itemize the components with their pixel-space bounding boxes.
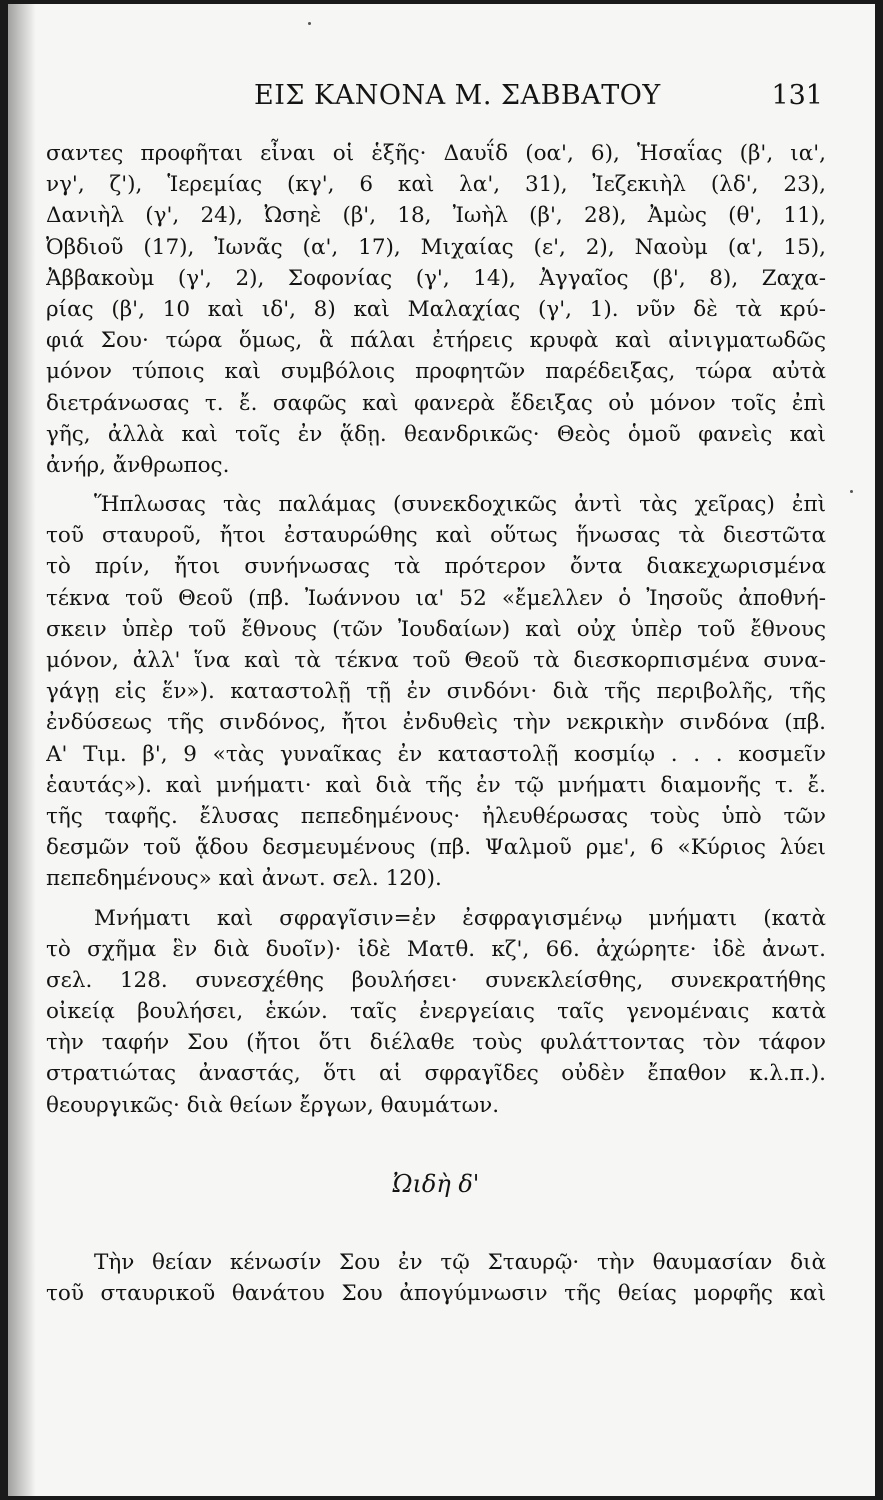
page-number: 131 [771, 80, 823, 111]
text-line: οἰκείᾳ βουλήσει, ἑκών. ταῖς ἐνεργείαις ταῖς γενομέναις κατὰ [46, 999, 826, 1025]
text-line: Ἀββακοὺμ (γ', 2), Σοφονίας (γ', 14), Ἀγγαῖος (β', 8), Ζαχα- [46, 265, 826, 291]
paragraph-4 [46, 1247, 826, 1309]
text-line: σκειν ὑπὲρ τοῦ ἔθνους (τῶν Ἰουδαίων) καὶ οὐχ ὑπὲρ τοῦ ἔθνους [46, 616, 826, 642]
text-line: σελ. 128. συνεσχέθης βουλήσει· συνεκλείσθης, συνεκρατήθης [46, 967, 826, 993]
text-line: στρατιώτας ἀναστάς, ὅτι αἱ σφραγῖδες οὐδὲν ἔπαθον κ.λ.π.). [46, 1061, 826, 1087]
book-page [8, 4, 875, 1496]
text-line: ἀνήρ, ἄνθρωπος. [46, 452, 230, 478]
running-title: ΕΙΣ ΚΑΝΟΝΑ Μ. ΣΑΒΒΑΤΟΥ [254, 80, 661, 111]
text-line: ρίας (β', 10 καὶ ιδ', 8) καὶ Μαλαχίας (γ', 1). νῦν δὲ τὰ κρύ- [46, 296, 826, 322]
text-line: διετράνωσας τ. ἔ. σαφῶς καὶ φανερὰ ἔδειξας οὐ μόνον τοῖς ἐπὶ [46, 390, 826, 416]
ode-heading: Ὠιδὴ δ' [392, 1169, 480, 1198]
text-line: γῆς, ἀλλὰ καὶ τοῖς ἐν ᾅδῃ. θεανδρικῶς· Θεὸς ὁμοῦ φανεὶς καὶ [46, 421, 826, 447]
text-line: τὸ σχῆμα ἓν διὰ δυοῖν)· ἰδὲ Ματθ. κζ', 66. ἀχώρητε· ἰδὲ ἀνωτ. [46, 936, 826, 962]
text-line: θεουργικῶς· διὰ θείων ἔργων, θαυμάτων. [46, 1092, 500, 1118]
text-line: τῆς ταφῆς. ἔλυσας πεπεδημένους· ἠλευθέρωσας τοὺς ὑπὸ τῶν [46, 803, 826, 829]
text-line: μόνον, ἀλλ' ἵνα καὶ τὰ τέκνα τοῦ Θεοῦ τὰ διεσκορπισμένα συνα- [46, 648, 826, 673]
body-text [46, 138, 826, 1309]
text-line: τέκνα τοῦ Θεοῦ (πβ. Ἰωάννου ια' 52 «ἔμελλεν ὁ Ἰησοῦς ἀποθνή- [46, 585, 826, 611]
text-line: Α' Τιμ. β', 9 «τὰς γυναῖκας ἐν καταστολῇ κοσμίῳ . . . κοσμεῖν [46, 741, 826, 767]
spine-shadow [8, 4, 36, 1496]
text-line: Δανιὴλ (γ', 24), Ὠσηὲ (β', 18, Ἰωὴλ (β', 28), Ἀμὼς (θ', 11), [46, 203, 826, 229]
text-line: Ὀβδιοῦ (17), Ἰωνᾶς (α', 17), Μιχαίας (ε', 2), Ναοὺμ (α', 15), [46, 234, 826, 260]
paragraph-2 [46, 489, 826, 894]
text-line: γάγῃ εἰς ἕν»). καταστολῇ τῇ ἐν σινδόνι· διὰ τῆς περιβολῆς, τῆς [46, 679, 826, 705]
text-line: δεσμῶν τοῦ ᾅδου δεσμευμένους (πβ. Ψαλμοῦ ρμε', 6 «Κύριος λύει [46, 835, 826, 861]
text-line: μόνον τύποις καὶ συμβόλοις προφητῶν παρέδειξας, τώρα αὐτὰ [46, 359, 826, 385]
text-line: πεπεδημένους» καὶ ἀνωτ. σελ. 120). [46, 866, 442, 892]
text-line: τοῦ σταυρικοῦ θανάτου Σου ἀπογύμνωσιν τῆς θείας μορφῆς καὶ [46, 1281, 826, 1306]
text-line: νγ', ζ'), Ἱερεμίας (κγ', 6 καὶ λα', 31), Ἰεζεκιὴλ (λδ', 23), [46, 172, 826, 198]
paragraph-3 [46, 903, 826, 1121]
ink-speck [308, 22, 311, 25]
ink-speck [850, 490, 853, 493]
page-header [8, 80, 875, 120]
text-line: τὴν ταφήν Σου (ἤτοι ὅτι διέλαθε τοὺς φυλάττοντας τὸν τάφον [46, 1030, 826, 1056]
text-line: σαντες προφῆται εἶναι οἱ ἑξῆς· Δαυΐδ (οα', 6), Ἡσαΐας (β', ια', [46, 141, 826, 166]
text-line: τὸ πρίν, ἤτοι συνήνωσας τὰ πρότερον ὄντα διακεχωρισμένα [46, 554, 826, 580]
text-line: ἑαυτάς»). καὶ μνήματι· καὶ διὰ τῆς ἐν τῷ μνήματι διαμονῆς τ. ἔ. [46, 772, 826, 798]
text-line: φιά Σου· τώρα ὅμως, ἃ πάλαι ἐτήρεις κρυφὰ καὶ αἰνιγματωδῶς [46, 328, 826, 354]
text-line: τοῦ σταυροῦ, ἤτοι ἐσταυρώθης καὶ οὕτως ἥνωσας τὰ διεστῶτα [46, 523, 826, 549]
text-line: Τὴν θείαν κένωσίν Σου ἐν τῷ Σταυρῷ· τὴν θαυμασίαν διὰ [94, 1249, 826, 1275]
text-line: Μνήματι καὶ σφραγῖσιν=ἐν ἐσφραγισμένῳ μνήματι (κατὰ [94, 905, 826, 931]
paragraph-1 [46, 138, 826, 481]
text-line: Ἥπλωσας τὰς παλάμας (συνεκδοχικῶς ἀντὶ τὰς χεῖρας) ἐπὶ [94, 492, 826, 518]
text-line: ἐνδύσεως τῆς σινδόνος, ἤτοι ἐνδυθεὶς τὴν νεκρικὴν σινδόνα (πβ. [46, 710, 826, 736]
